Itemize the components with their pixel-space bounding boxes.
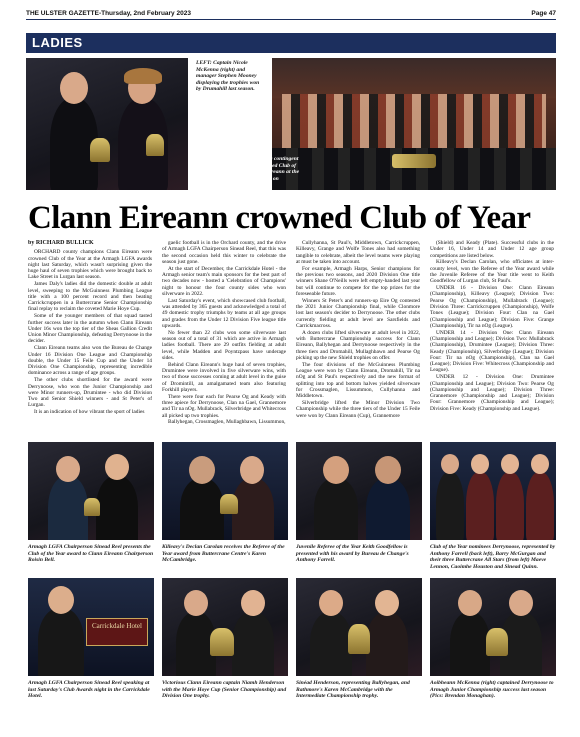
photo-derrynoose-captain: [430, 578, 556, 676]
article-column-2: [162, 240, 286, 440]
paragraph: Ballyhegan, Crossmaglen, Mullaghbawn, Lissummon,: [168, 419, 286, 426]
paragraph: Some of the younger members of that squad tasted further success later in the autumn when Clann Eireann Under 16s won the top tier of the Sheas Gallion Credit Union Minor Championship, defeating Derrynoose in the decider.: [28, 313, 152, 345]
paragraph: A dozen clubs lifted silverware at adult level in 2022, with Buttercrane Championship success for Clann Eireann, Ballyhegan and Derrynoose respectively in the three tiers and Dromahill, Mullaghbawn and Pearse Og picking up the new Shield trophies on offer.: [296, 329, 420, 361]
paragraph: UNDER 12 - Division One: Drumintee (Championship and League); Division Two: Pearse Og (Championship and League); Division Three: Grannemore (Championship and League); Division Four: Grannemore (Championship and League); Division Five: Keady (Championship and League).: [430, 374, 554, 412]
caption-derrynoose-captain: Aoibheann McKenna (right) captained Derrynoose to Armagh Junior Championship success last season (Pics: Brendan Monaghan).: [430, 680, 554, 700]
caption-top-left: LEFT: Captain Nicole McKenna (right) and manager Stephen Mooney displaying the trophies won by Drumahill last season.: [196, 60, 260, 93]
article-column-1: [28, 240, 152, 440]
paper-name: THE ULSTER GAZETTE-Thursday, 2nd February 2023: [26, 10, 191, 17]
paragraph: UNDER 14 - Division One: Clann Eireann (Championship and League); Division Two: Mullabrack (Championship), Drumintee (League); Division Three: Keady (Championship), Silverbridge (League); Division Four: Tir na nOg (Championship), Clan na Gael (League); Division Five: Whitecross (Championship and League).: [430, 329, 554, 374]
photo-drumahill-trophies: [26, 58, 188, 190]
caption-clann-eireann-captain: Victorious Clann Eireann captain Niamh Henderson with the Marie Hoye Cup (Senior Championship) and Division One trophy.: [162, 680, 287, 700]
paragraph: At the start of December, the Carrickdale Hotel - the Armagh senior team's main sponsors for the best part of two decades now - hosted a 'Celebration of Champions' night to honour the four county sides who won silverware in 2022.: [162, 265, 286, 297]
photo-club-of-year-award: [28, 442, 154, 540]
byline: by RICHARD BULLICK: [28, 240, 94, 246]
paragraph: Killeavy's Declan Carolan, who officiates at inter-county level, won the Referee of the Year award while the Juvenile Referee of the Year title went to Keith Goodfellow of Lurgan club, St Paul's.: [430, 259, 554, 285]
paragraph: The four divisions of the McGuinness Plumbing League were won by Clann Eireann, Dromahill, Tir na nOg and St Paul's respectively and the new format of splitting into top and bottom halves yielded silverware for Crossmaglen, Lissummon, Cullyhanna and Middletown.: [296, 361, 420, 400]
caption-club-of-year: Armagh LGFA Chairperson Sinead Reel presents the Club of the Year award to Clann Eireann Chairperson Roisin Bell.: [28, 544, 154, 564]
paragraph: Cullyhanna, St Paul's, Middletown, Carrickcruppen, Killeavy, Grange and Wolfe Tones also had something tangible to celebrate, albeit the level teams were playing at must be taken into account.: [296, 240, 420, 265]
paragraph: James Daly's ladies did the domestic double at adult level, sweeping to the McGuinness Plumbing League title with a 100 percent record and then beating Carrickcruppen in a Buttercrane Senior Championship final replay to reclaim the coveted Marie Hoye Cup.: [28, 281, 152, 313]
paragraph: No fewer than 22 clubs won some silverware last season out of a total of 31 which are active in Armagh ladies football. There are 29 outfits fielding at adult level, while Madden and Poyntzpass have underage sides.: [162, 329, 286, 361]
caption-top-right: RIGHT: The huge contingent from newly-crowned Club of the Year Clann Eireann at the Carrickdale Hotel on Saturday night.: [230, 156, 300, 189]
photo-clann-eireann-contingent: [272, 58, 556, 190]
paragraph: Clann Eireann teams also won the Bureau de Change Under 16 Division One League and Championship double, the Under 15 Feile Cup and the Under 14 Division One Championship, representing incredible dominance across a range of age groups.: [28, 345, 152, 377]
photo-clann-eireann-captain: [162, 578, 288, 676]
paragraph: Winners St Peter's and runners-up Eire Og contested the 2021 Junior Championship final, while Clonmore lost last season's decider to Derrynoose. The other clubs currently fielding at adult level are Sarsfields and Carrickmacross.: [296, 297, 420, 329]
caption-intermediate-trophy: Sinéad Henderson, representing Ballyhegan, and Rathmore's Karen McCambridge with the Intermediate Championship trophy.: [296, 680, 410, 700]
paragraph: There were four each for Pearse Og and Keady with three apiece for Derrynoose, Clan na Gael, Grannemore and Tir na nOg. Mullabrack, Silverbridge and Whitecross all picked up two trophies.: [162, 393, 286, 419]
page-number: Page 47: [531, 10, 556, 17]
paragraph: It is an indication of how vibrant the sport of ladies: [34, 409, 145, 416]
caption-derrynoose: Club of the Year nominees Derrynoose, represented by Anthony Farrell (back left), Barry McGurgan and their three Buttercrane All Stars (from left) Maeve Lennon, Caoimhe Houston and Sinead Quinn.: [430, 544, 556, 570]
paragraph: UNDER 16 - Division One: Clann Eireann (Championship), Killeavy (League); Division Two: Pearse Og (Championship), Mullabrack (League); Division Three: Carrickcruppen (Championship), Wolfe Tones (League); Division Four: Clan na Gael (Championship and League); Division Five: Grange (Championship), Tir na nOg (League).: [430, 285, 554, 329]
paragraph: gaelic football is in the Orchard county, and the drive of Armagh LGFA Chairperson Sinead Reel, that this was the second occasion held this winter to celebrate the season just gone.: [162, 240, 286, 265]
photo-juvenile-referee-award: [296, 442, 422, 540]
paragraph: Behind Clann Eireann's huge haul of seven trophies, Drumintee were involved in five silverware wins, with two of those successes coming at adult level in the guise of Dromintill, an amalgamated team also featuring Forkhill players.: [162, 361, 286, 393]
caption-referee: Killeavy's Declan Carolan receives the Referee of the Year award from Buttercrane Centre's Karen McCambridge.: [162, 544, 285, 564]
paragraph: For example, Armagh Harps, Senior champions for the previous two seasons, and 2020 Division One title winners Shane O'Neills were left empty-handed last year but will continue to compete for the top prizes for the foreseeable future.: [296, 265, 420, 297]
paragraph: (Shield) and Keady (Plate). Successful clubs in the Under 16, Under 14 and Under 12 age group competitions are listed below.: [430, 240, 554, 259]
headline: Clann Eireann crowned Club of Year: [28, 200, 531, 236]
paragraph: The other clubs shortlisted for the award were Derrynoose, who won the Junior Championship and were Minor runners-up, Drumintee - who did Division Two and Senior Shield winners - and St Peter's of Lurgan.: [28, 377, 152, 409]
hotel-sign: Carrickdale Hotel: [86, 618, 148, 646]
caption-chairperson-speaking: Armagh LGFA Chairperson Sinead Reel speaking at last Saturday's Club Awards night in the Carrickdale Hotel.: [28, 680, 150, 700]
article-column-3: [296, 240, 420, 440]
masthead: [26, 10, 556, 20]
photo-referee-award: [162, 442, 288, 540]
section-bar: [26, 33, 556, 53]
caption-juvenile-referee: Juvenile Referee of the Year Keith Goodfellow is presented with his award by Bureau de Change's Anthony Farrell.: [296, 544, 409, 564]
paragraph: ORCHARD county champions Clann Eireann were crowned Club of the Year at the Armagh LGFA awards night last Saturday, which wasn't surprising given the huge haul of seven trophies which were brought back to Lake Street in Lurgan last season.: [28, 249, 152, 281]
paragraph: Last Saturday's event, which showcased club football, was attended by 365 guests and acknowledged a total of 49 domestic trophy triumphs by teams at all age groups and grades from the Under 12 Division Five league title upwards.: [162, 297, 286, 329]
photo-intermediate-trophy: [296, 578, 422, 676]
photo-chairperson-speaking: [28, 578, 154, 676]
photo-derrynoose-nominees: [430, 442, 556, 540]
paragraph: Silverbridge lifted the Minor Division Two Championship while the three tiers of the Under 15 Feile were won by Clann Eireann (Cup), Grannemore: [296, 399, 420, 419]
article-column-4: [430, 240, 554, 440]
section-title: LADIES: [32, 35, 83, 50]
